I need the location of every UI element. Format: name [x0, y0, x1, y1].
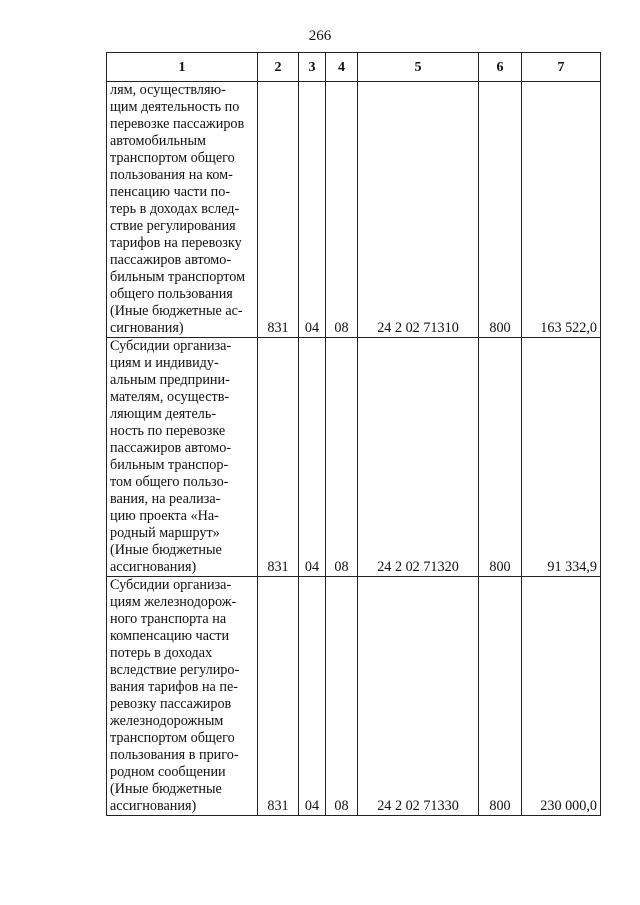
column-header-5: 5: [358, 53, 479, 82]
row-subsection-code: 08: [326, 338, 358, 577]
row-target-article: 24 2 02 71330: [358, 577, 479, 816]
row-section-code: 04: [299, 82, 326, 338]
column-header-3: 3: [299, 53, 326, 82]
row-expense-type: 800: [479, 577, 522, 816]
row-subsection-code: 08: [326, 577, 358, 816]
table-row: [107, 338, 601, 577]
row-subsection-code: 08: [326, 82, 358, 338]
row-section-code: 04: [299, 338, 326, 577]
row-expense-type: 800: [479, 338, 522, 577]
row-amount: 230 000,0: [522, 577, 601, 816]
table-row: [107, 82, 601, 338]
row-target-article: 24 2 02 71320: [358, 338, 479, 577]
column-header-6: 6: [479, 53, 522, 82]
column-header-1: 1: [107, 53, 258, 82]
row-ministry-code: 831: [258, 338, 299, 577]
page-number: 266: [308, 28, 332, 44]
row-section-code: 04: [299, 577, 326, 816]
row-amount: 91 334,9: [522, 338, 601, 577]
row-description: Субсидии организа- циям железнодорож- ного транспорта на компенсацию части потерь в доходах вследствие регулиро- вания тарифов на пе- ревозку пассажиров железнодорожным транспортом общего пользования в приго- родном сообщении (Иные бюджетные ассигнования): [107, 577, 258, 816]
row-description: Субсидии организа- циям и индивиду- альным предприни- мателям, осуществ- ляющим деятель- ность по перевозке пассажиров автомо- бильным транспор- том общего пользо- вания, на реализа- цию проекта «На- родный маршрут» (Иные бюджетные ассигнования): [107, 338, 258, 577]
table-row: [107, 577, 601, 816]
row-description: лям, осуществляю- щим деятельность по перевозке пассажиров автомобильным транспортом общего пользования на ком- пенсацию части по- терь в доходах вслед- ствие регулирования тарифов на перевозку пассажиров автомо- бильным транспортом общего пользования (Иные бюджетные ас- сигнования): [107, 82, 258, 338]
header-row: [107, 53, 601, 82]
row-ministry-code: 831: [258, 577, 299, 816]
row-target-article: 24 2 02 71310: [358, 82, 479, 338]
budget-table: [106, 52, 601, 816]
column-header-2: 2: [258, 53, 299, 82]
row-expense-type: 800: [479, 82, 522, 338]
row-ministry-code: 831: [258, 82, 299, 338]
column-header-7: 7: [522, 53, 601, 82]
row-amount: 163 522,0: [522, 82, 601, 338]
column-header-4: 4: [326, 53, 358, 82]
